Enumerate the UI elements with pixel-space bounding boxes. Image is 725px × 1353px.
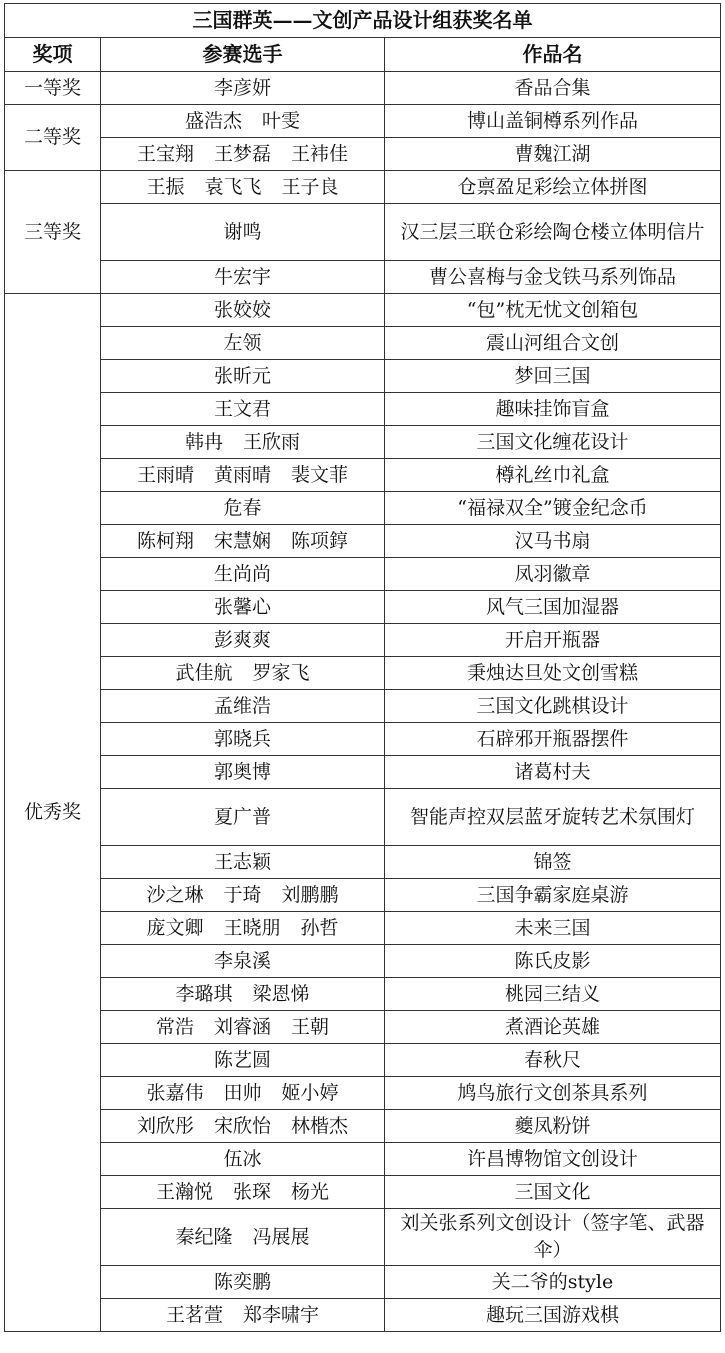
table-body	[5, 72, 721, 1332]
table-row	[5, 690, 721, 723]
participant-name: 袁飞飞	[204, 175, 262, 198]
work-title-cell: 桃园三结义	[385, 978, 721, 1011]
work-title-cell: 未来三国	[385, 912, 721, 945]
table-row	[5, 756, 721, 789]
table-row	[5, 525, 721, 558]
participant-name: 王晓朋	[223, 916, 281, 939]
participants-cell	[101, 879, 385, 912]
table-row	[5, 1110, 721, 1143]
work-title-cell: 秉烛达旦处文创雪糕	[385, 657, 721, 690]
participant-name: 伍冰	[223, 1147, 262, 1170]
participant-name: 王袆佳	[291, 142, 349, 165]
work-title-cell: 石辟邪开瓶器摆件	[385, 723, 721, 756]
work-title-cell: 曹公喜梅与金戈铁马系列饰品	[385, 261, 721, 294]
participant-name: 夏广普	[213, 805, 271, 828]
award-cell: 二等奖	[5, 105, 101, 171]
table-row	[5, 261, 721, 294]
table-row	[5, 171, 721, 204]
participants-cell	[101, 492, 385, 525]
title-row	[5, 4, 721, 38]
table-row	[5, 657, 721, 690]
participant-name: 张馨心	[213, 595, 271, 618]
table-row	[5, 1077, 721, 1110]
participants-cell	[101, 261, 385, 294]
participants-cell	[101, 756, 385, 789]
participants-cell	[101, 105, 385, 138]
table-row	[5, 1209, 721, 1266]
work-title-cell: 梦回三国	[385, 360, 721, 393]
participants-cell	[101, 327, 385, 360]
participant-name: 陈项錞	[291, 529, 349, 552]
work-title-cell: 震山河组合文创	[385, 327, 721, 360]
participants-cell	[101, 624, 385, 657]
table-row	[5, 1143, 721, 1176]
table-row	[5, 846, 721, 879]
participants-cell	[101, 1044, 385, 1077]
participant-name: 王瀚悦	[155, 1180, 213, 1203]
work-title-cell: “包”枕无忧文创箱包	[385, 294, 721, 327]
header-award: 奖项	[5, 38, 101, 72]
table-row	[5, 945, 721, 978]
participant-name: 张琛	[232, 1180, 271, 1203]
table-row	[5, 978, 721, 1011]
participant-name: 韩冉	[184, 430, 223, 453]
participant-name: 刘欣彤	[136, 1114, 194, 1137]
table-row	[5, 1044, 721, 1077]
participant-name: 陈奕鹏	[213, 1270, 271, 1293]
participant-name: 王朝	[291, 1015, 330, 1038]
participant-name: 林楷杰	[291, 1114, 349, 1137]
participants-cell	[101, 657, 385, 690]
work-title-cell: “福禄双全”镀金纪念币	[385, 492, 721, 525]
work-title-cell: 刘关张系列文创设计（签字笔、武器伞）	[385, 1209, 721, 1266]
participants-cell	[101, 1176, 385, 1209]
table-row	[5, 1176, 721, 1209]
participants-cell	[101, 72, 385, 105]
participant-name: 罗家飞	[252, 661, 310, 684]
work-title-cell: 许昌博物馆文创设计	[385, 1143, 721, 1176]
table-row	[5, 1299, 721, 1332]
participants-cell	[101, 138, 385, 171]
table-row	[5, 72, 721, 105]
participants-cell	[101, 912, 385, 945]
header-row	[5, 38, 721, 72]
participant-name: 秦纪隆	[175, 1225, 233, 1248]
work-title-cell: 汉三层三联仓彩绘陶仓楼立体明信片	[385, 204, 721, 261]
table-row	[5, 294, 721, 327]
participants-cell	[101, 723, 385, 756]
participant-name: 张姣姣	[213, 298, 271, 321]
participants-cell	[101, 690, 385, 723]
participant-name: 郭晓兵	[213, 727, 271, 750]
work-title-cell: 三国文化	[385, 1176, 721, 1209]
work-title-cell: 煮酒论英雄	[385, 1011, 721, 1044]
table-row	[5, 558, 721, 591]
participant-name: 沙之琳	[146, 883, 204, 906]
award-list-document	[4, 3, 720, 1332]
participant-name: 武佳航	[175, 661, 233, 684]
participants-cell	[101, 1077, 385, 1110]
award-cell: 三等奖	[5, 171, 101, 294]
participant-name: 王梦磊	[213, 142, 271, 165]
participant-name: 谢鸣	[223, 220, 262, 243]
participant-name: 彭爽爽	[213, 628, 271, 651]
participant-name: 裴文菲	[291, 463, 349, 486]
participant-name: 王文君	[213, 397, 271, 420]
table-row	[5, 1266, 721, 1299]
table-row	[5, 723, 721, 756]
work-title-cell: 香品合集	[385, 72, 721, 105]
work-title-cell: 凤羽徽章	[385, 558, 721, 591]
participant-name: 郭奥博	[213, 760, 271, 783]
header-participants: 参赛选手	[101, 38, 385, 72]
participants-cell	[101, 1143, 385, 1176]
table-row	[5, 1011, 721, 1044]
participant-name: 王欣雨	[243, 430, 301, 453]
participant-name: 姬小婷	[281, 1081, 339, 1104]
table-row	[5, 393, 721, 426]
work-title-cell: 博山盖铜樽系列作品	[385, 105, 721, 138]
participants-cell	[101, 1209, 385, 1266]
work-title-cell: 樽礼丝巾礼盒	[385, 459, 721, 492]
participants-cell	[101, 393, 385, 426]
participant-name: 危春	[223, 496, 262, 519]
table-title: 三国群英——文创产品设计组获奖名单	[5, 4, 721, 38]
work-title-cell: 春秋尺	[385, 1044, 721, 1077]
participant-name: 刘鹏鹏	[281, 883, 339, 906]
participants-cell	[101, 171, 385, 204]
participant-name: 孙哲	[300, 916, 339, 939]
participant-name: 李璐琪	[175, 982, 233, 1005]
participant-name: 于琦	[223, 883, 262, 906]
participant-name: 王振	[146, 175, 185, 198]
participant-name: 王雨晴	[136, 463, 194, 486]
work-title-cell: 三国文化跳棋设计	[385, 690, 721, 723]
work-title-cell: 智能声控双层蓝牙旋转艺术氛围灯	[385, 789, 721, 846]
participants-cell	[101, 558, 385, 591]
table-row	[5, 426, 721, 459]
work-title-cell: 曹魏江湖	[385, 138, 721, 171]
table-row	[5, 360, 721, 393]
participant-name: 张昕元	[213, 364, 271, 387]
participant-name: 刘睿涵	[213, 1015, 271, 1038]
table-row	[5, 789, 721, 846]
award-table	[4, 3, 721, 1332]
work-title-cell: 风气三国加湿器	[385, 591, 721, 624]
participants-cell	[101, 1266, 385, 1299]
participants-cell	[101, 1110, 385, 1143]
participant-name: 左领	[223, 331, 262, 354]
participant-name: 王茗萱	[165, 1303, 223, 1326]
participants-cell	[101, 294, 385, 327]
participant-name: 王宝翔	[136, 142, 194, 165]
table-row	[5, 138, 721, 171]
participant-name: 孟维浩	[213, 694, 271, 717]
participant-name: 陈艺圆	[213, 1048, 271, 1071]
table-row	[5, 879, 721, 912]
participants-cell	[101, 525, 385, 558]
participant-name: 田帅	[223, 1081, 262, 1104]
award-cell: 优秀奖	[5, 294, 101, 1332]
work-title-cell: 仓禀盈足彩绘立体拼图	[385, 171, 721, 204]
participant-name: 牛宏宇	[213, 265, 271, 288]
table-row	[5, 591, 721, 624]
participants-cell	[101, 978, 385, 1011]
participant-name: 王志颖	[213, 850, 271, 873]
participant-name: 庞文卿	[146, 916, 204, 939]
participant-name: 生尚尚	[213, 562, 271, 585]
header-work-title: 作品名	[385, 38, 721, 72]
participants-cell	[101, 459, 385, 492]
table-row	[5, 459, 721, 492]
participant-name: 叶雯	[262, 109, 301, 132]
participant-name: 王子良	[281, 175, 339, 198]
participants-cell	[101, 426, 385, 459]
participant-name: 宋慧娴	[213, 529, 271, 552]
participants-cell	[101, 360, 385, 393]
table-row	[5, 327, 721, 360]
work-title-cell: 锦签	[385, 846, 721, 879]
table-row	[5, 912, 721, 945]
participant-name: 杨光	[291, 1180, 330, 1203]
table-row	[5, 105, 721, 138]
table-row	[5, 624, 721, 657]
participant-name: 冯展展	[252, 1225, 310, 1248]
participant-name: 宋欣怡	[213, 1114, 271, 1137]
participants-cell	[101, 1299, 385, 1332]
participant-name: 常浩	[155, 1015, 194, 1038]
participants-cell	[101, 945, 385, 978]
work-title-cell: 诸葛村夫	[385, 756, 721, 789]
work-title-cell: 鸠鸟旅行文创茶具系列	[385, 1077, 721, 1110]
participants-cell	[101, 789, 385, 846]
work-title-cell: 三国文化缠花设计	[385, 426, 721, 459]
work-title-cell: 趣味挂饰盲盒	[385, 393, 721, 426]
participants-cell	[101, 1011, 385, 1044]
work-title-cell: 开启开瓶器	[385, 624, 721, 657]
work-title-cell: 三国争霸家庭桌游	[385, 879, 721, 912]
participant-name: 梁恩悌	[252, 982, 310, 1005]
participant-name: 盛浩杰	[184, 109, 242, 132]
award-cell: 一等奖	[5, 72, 101, 105]
participant-name: 李泉溪	[213, 949, 271, 972]
participant-name: 郑李啸宇	[243, 1303, 320, 1326]
participant-name: 张嘉伟	[146, 1081, 204, 1104]
participants-cell	[101, 846, 385, 879]
participants-cell	[101, 204, 385, 261]
participants-cell	[101, 591, 385, 624]
participant-name: 黄雨晴	[213, 463, 271, 486]
participant-name: 陈柯翔	[136, 529, 194, 552]
work-title-cell: 趣玩三国游戏棋	[385, 1299, 721, 1332]
work-title-cell: 夔凤粉饼	[385, 1110, 721, 1143]
table-row	[5, 492, 721, 525]
work-title-cell: 关二爷的style	[385, 1266, 721, 1299]
table-row	[5, 204, 721, 261]
work-title-cell: 陈氏皮影	[385, 945, 721, 978]
participant-name: 李彦妍	[213, 76, 271, 99]
work-title-cell: 汉马书扇	[385, 525, 721, 558]
